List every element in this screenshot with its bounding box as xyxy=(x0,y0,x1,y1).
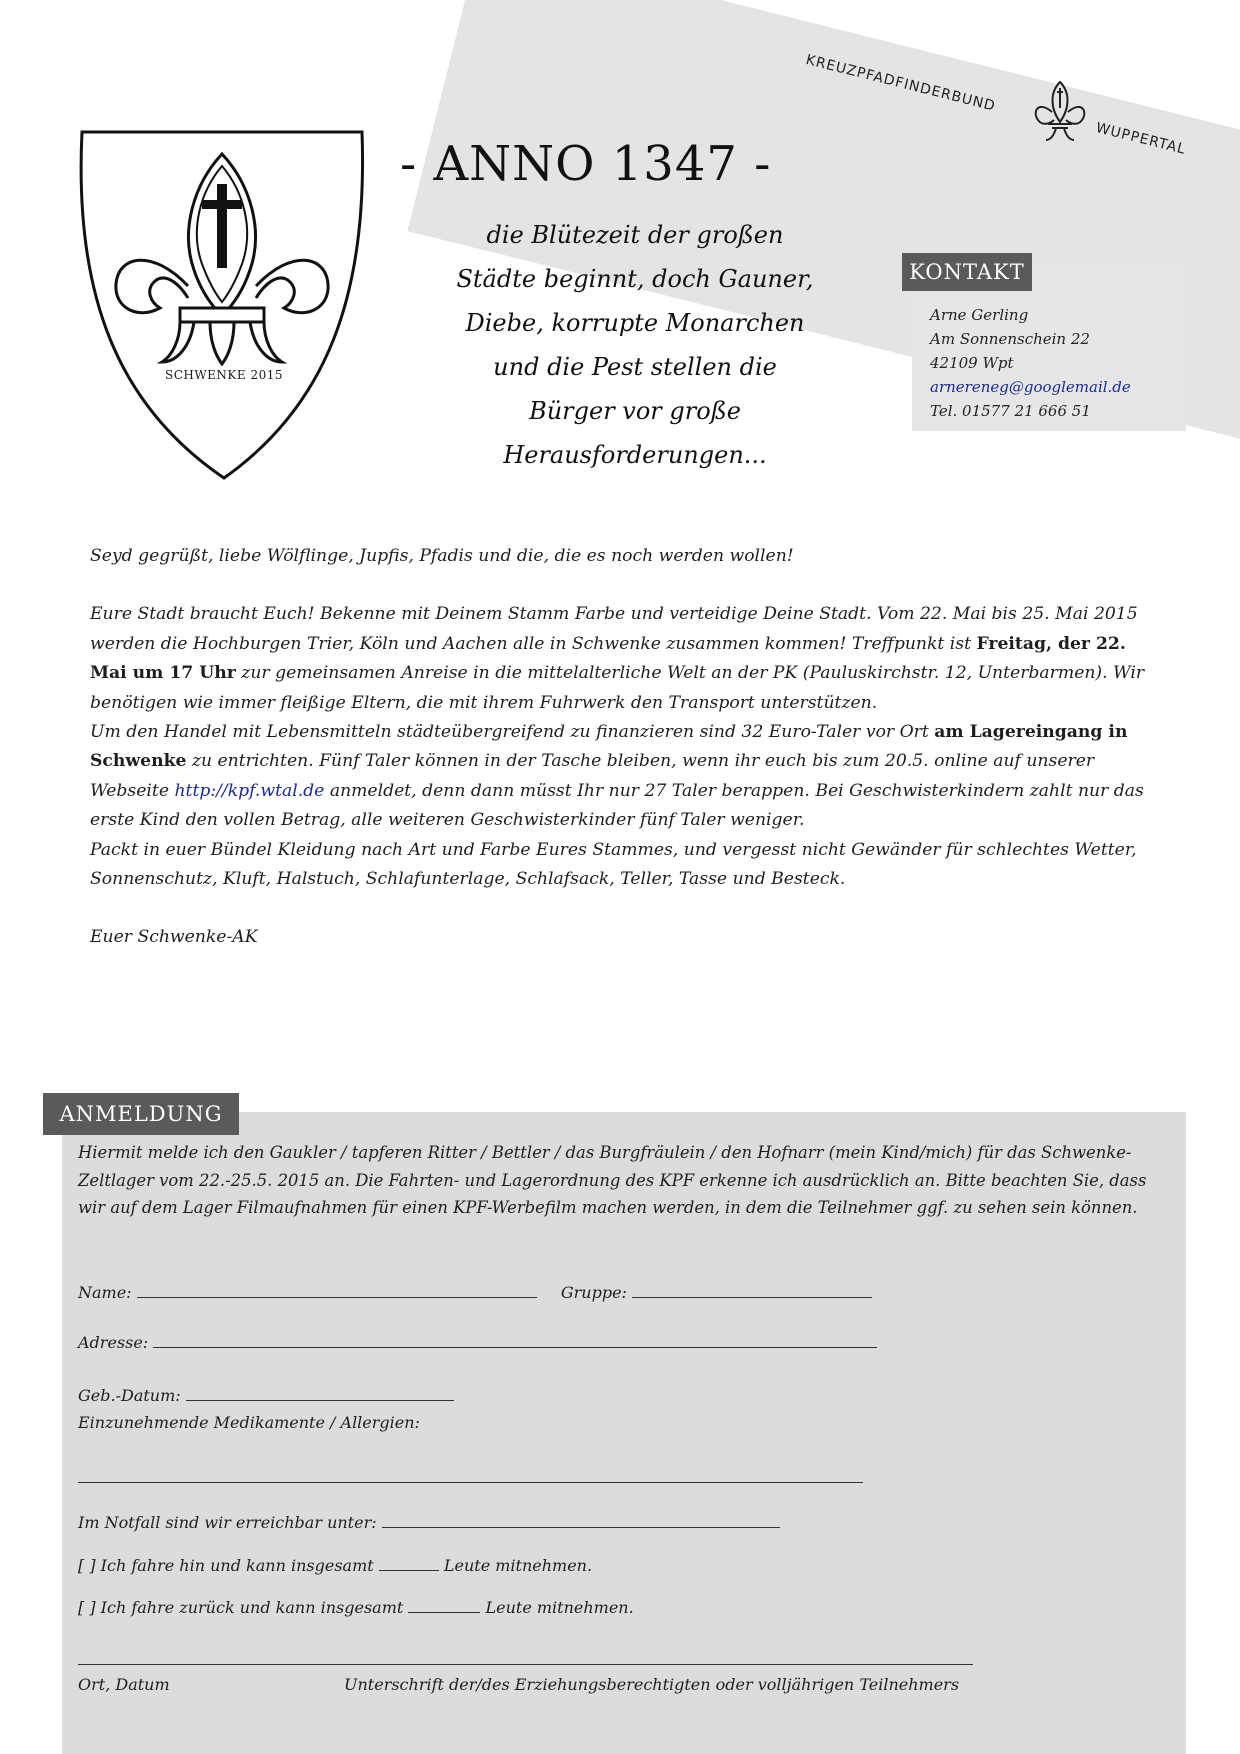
page-title: - ANNO 1347 - xyxy=(400,136,772,192)
subtitle-line: Diebe, korrupte Monarchen xyxy=(465,309,805,337)
contact-city: 42109 Wpt xyxy=(930,354,1014,372)
medication-input-line[interactable] xyxy=(78,1482,863,1483)
fleur-de-lis-icon xyxy=(1030,78,1090,148)
signoff: Euer Schwenke-AK xyxy=(90,927,258,948)
drive-there-count-line[interactable] xyxy=(379,1556,439,1571)
letter-body xyxy=(90,542,1150,953)
group-input-line[interactable] xyxy=(632,1283,872,1298)
address-input-line[interactable] xyxy=(153,1333,877,1348)
subtitle-line: Herausforderungen... xyxy=(503,441,767,469)
greeting: Seyd gegrüßt, liebe Wölflinge, Jupfis, Pfadis und die, die es noch werden wollen! xyxy=(90,546,794,566)
registration-heading: ANMELDUNG xyxy=(43,1093,239,1135)
drive-back-suffix: Leute mitnehmen. xyxy=(485,1598,634,1617)
birthdate-input-line[interactable] xyxy=(186,1386,454,1401)
subtitle-line: und die Pest stellen die xyxy=(493,353,777,381)
place-date-label: Ort, Datum xyxy=(78,1675,170,1694)
subtitle xyxy=(385,213,885,477)
birthdate-label: Geb.-Datum: xyxy=(78,1386,181,1405)
contact-street: Am Sonnenschein 22 xyxy=(930,330,1090,348)
name-label: Name: xyxy=(78,1283,132,1302)
drive-back-label: [ ] Ich fahre zurück und kann insgesamt xyxy=(78,1598,404,1617)
address-field[interactable] xyxy=(78,1333,877,1352)
emergency-field[interactable] xyxy=(78,1513,780,1532)
name-input-line[interactable] xyxy=(137,1283,537,1298)
group-label: Gruppe: xyxy=(560,1283,627,1302)
contact-email-link[interactable]: arnereneg@googlemail.de xyxy=(930,378,1131,396)
birthdate-field[interactable] xyxy=(78,1386,454,1405)
contact-details xyxy=(930,303,1131,423)
drive-there-label: [ ] Ich fahre hin und kann insgesamt xyxy=(78,1556,374,1575)
subtitle-line: die Blütezeit der großen xyxy=(486,221,784,249)
registration-intro: Hiermit melde ich den Gaukler / tapferen Ritter / Bettler / das Burgfräulein / den Hofnarr (mein Kind/mich) für das Schwenke-Zeltlager vom 22.-25.5. 2015 an. Die Fahrten- und Lagerordnung des KPF erkenne ich ausdrücklich an. Bitte beachten Sie, dass wir auf dem Lager Filmaufnahmen für einen KPF-Werbefilm machen werden, in dem die Teilnehmer ggf. zu sehen sein können. xyxy=(78,1143,1147,1217)
contact-phone: Tel. 01577 21 666 51 xyxy=(930,402,1091,420)
paragraph-1: Eure Stadt braucht Euch! Bekenne mit Deinem Stamm Farbe und verteidige Deine Stadt. Vom 22. Mai bis 25. Mai 2015 werden die Hochburgen Trier, Köln und Aachen alle in Schwenke zusammen kommen! Treffpunkt ist Freitag, der 22. Mai um 17 Uhr zur gemeinsamen Anreise in die mittelalterliche Welt an der PK (Pauluskirchstr. 12, Unterbarmen). Wir benötigen wie immer fleißige Eltern, die mit ihrem Fuhrwerk den Transport unterstützen. xyxy=(90,604,1145,713)
shield-caption: SCHWENKE 2015 xyxy=(164,368,284,382)
address-label: Adresse: xyxy=(78,1333,149,1352)
banner-city-text: WUPPERTAL xyxy=(1094,120,1188,158)
payment-location: am Lagereingang in Schwenke xyxy=(90,722,1128,772)
banner-org-text: KREUZPFADFINDERBUND xyxy=(804,52,998,115)
paragraph-2: Um den Handel mit Lebensmitteln städteübergreifend zu finanzieren sind 32 Euro-Taler vor Ort am Lagereingang in Schwenke zu entrichten. Fünf Taler können in der Tasche bleiben, wenn ihr euch bis zum 20.5. online auf unserer Webseite http://kpf.wtal.de anmeldet, denn dann müsst Ihr nur 27 Taler berappen. Bei Geschwisterkindern zahlt nur das erste Kind den vollen Betrag, alle weiteren Geschwisterkinder fünf Taler weniger. xyxy=(90,722,1144,831)
shield-emblem xyxy=(76,126,368,488)
medication-label: Einzunehmende Medikamente / Allergien: xyxy=(78,1413,420,1432)
paragraph-3: Packt in euer Bündel Kleidung nach Art und Farbe Eures Stammes, und vergesst nicht Gewänder für schlechtes Wetter, Sonnenschutz, Kluft, Halstuch, Schlafunterlage, Schlafsack, Teller, Tasse und Besteck. xyxy=(90,839,1137,890)
drive-back-option[interactable] xyxy=(78,1598,634,1617)
subtitle-line: Städte beginnt, doch Gauner, xyxy=(456,265,814,293)
drive-there-suffix: Leute mitnehmen. xyxy=(443,1556,593,1575)
contact-name: Arne Gerling xyxy=(930,306,1029,324)
contact-heading: KONTAKT xyxy=(902,253,1032,291)
emergency-label: Im Notfall sind wir erreichbar unter: xyxy=(78,1513,377,1532)
website-link[interactable]: http://kpf.wtal.de xyxy=(174,780,325,801)
name-field[interactable] xyxy=(78,1283,872,1302)
signature-label: Unterschrift der/des Erziehungsberechtigten oder volljährigen Teilnehmers xyxy=(344,1675,960,1694)
drive-back-count-line[interactable] xyxy=(408,1598,480,1613)
signature-line[interactable] xyxy=(78,1664,973,1665)
emergency-input-line[interactable] xyxy=(382,1513,780,1528)
subtitle-line: Bürger vor große xyxy=(529,397,741,425)
meeting-time: Freitag, der 22. Mai um 17 Uhr xyxy=(90,633,1126,684)
drive-there-option[interactable] xyxy=(78,1556,592,1575)
